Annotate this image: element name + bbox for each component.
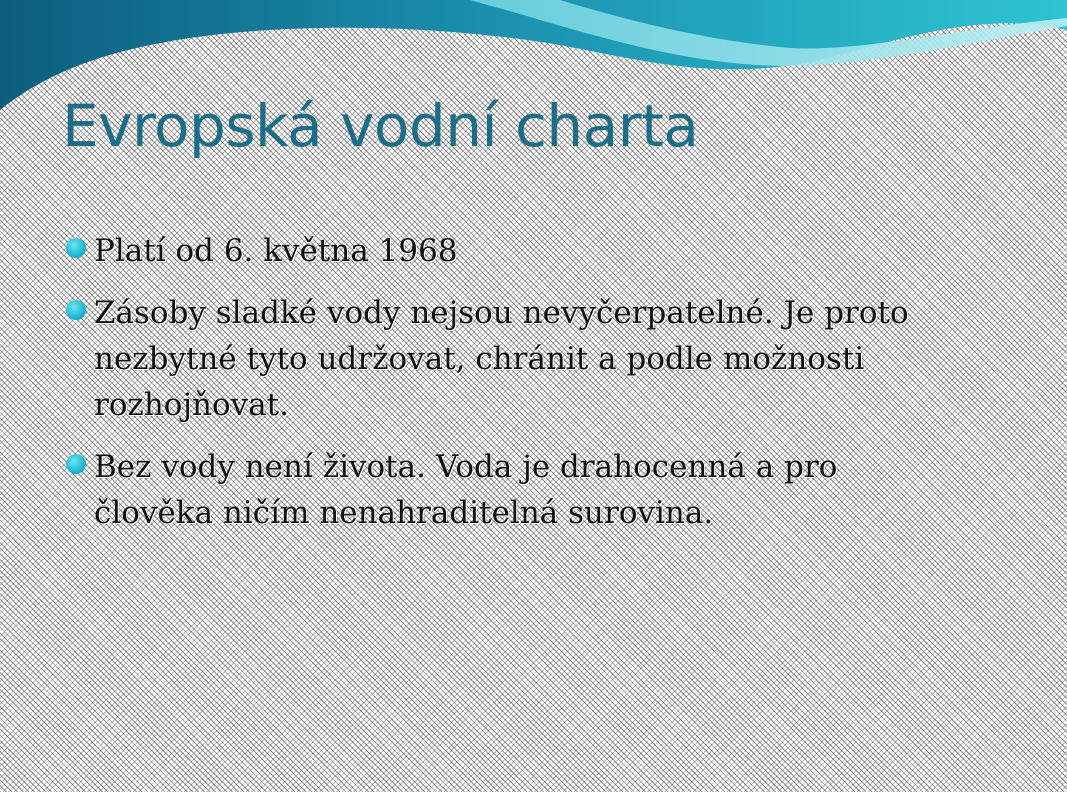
bullet-item xyxy=(64,228,964,274)
cyan-circle-bullet-icon xyxy=(66,238,86,258)
bullet-text: Zásoby sladké vody nejsou nevyčerpatelné. Je proto nezbytné tyto udržovat, chránit a podle možnosti rozhojňovat. xyxy=(94,295,909,423)
bullet-list xyxy=(64,228,964,552)
bullet-item xyxy=(64,290,964,428)
bullet-text: Bez vody není života. Voda je drahocenná a pro člověka ničím nenahraditelná surovina. xyxy=(94,449,838,531)
bullet-text: Platí od 6. května 1968 xyxy=(94,233,458,269)
cyan-circle-bullet-icon xyxy=(66,300,86,320)
cyan-circle-bullet-icon xyxy=(66,454,86,474)
bullet-item xyxy=(64,444,964,536)
slide-title: Evropská vodní charta xyxy=(62,92,699,160)
